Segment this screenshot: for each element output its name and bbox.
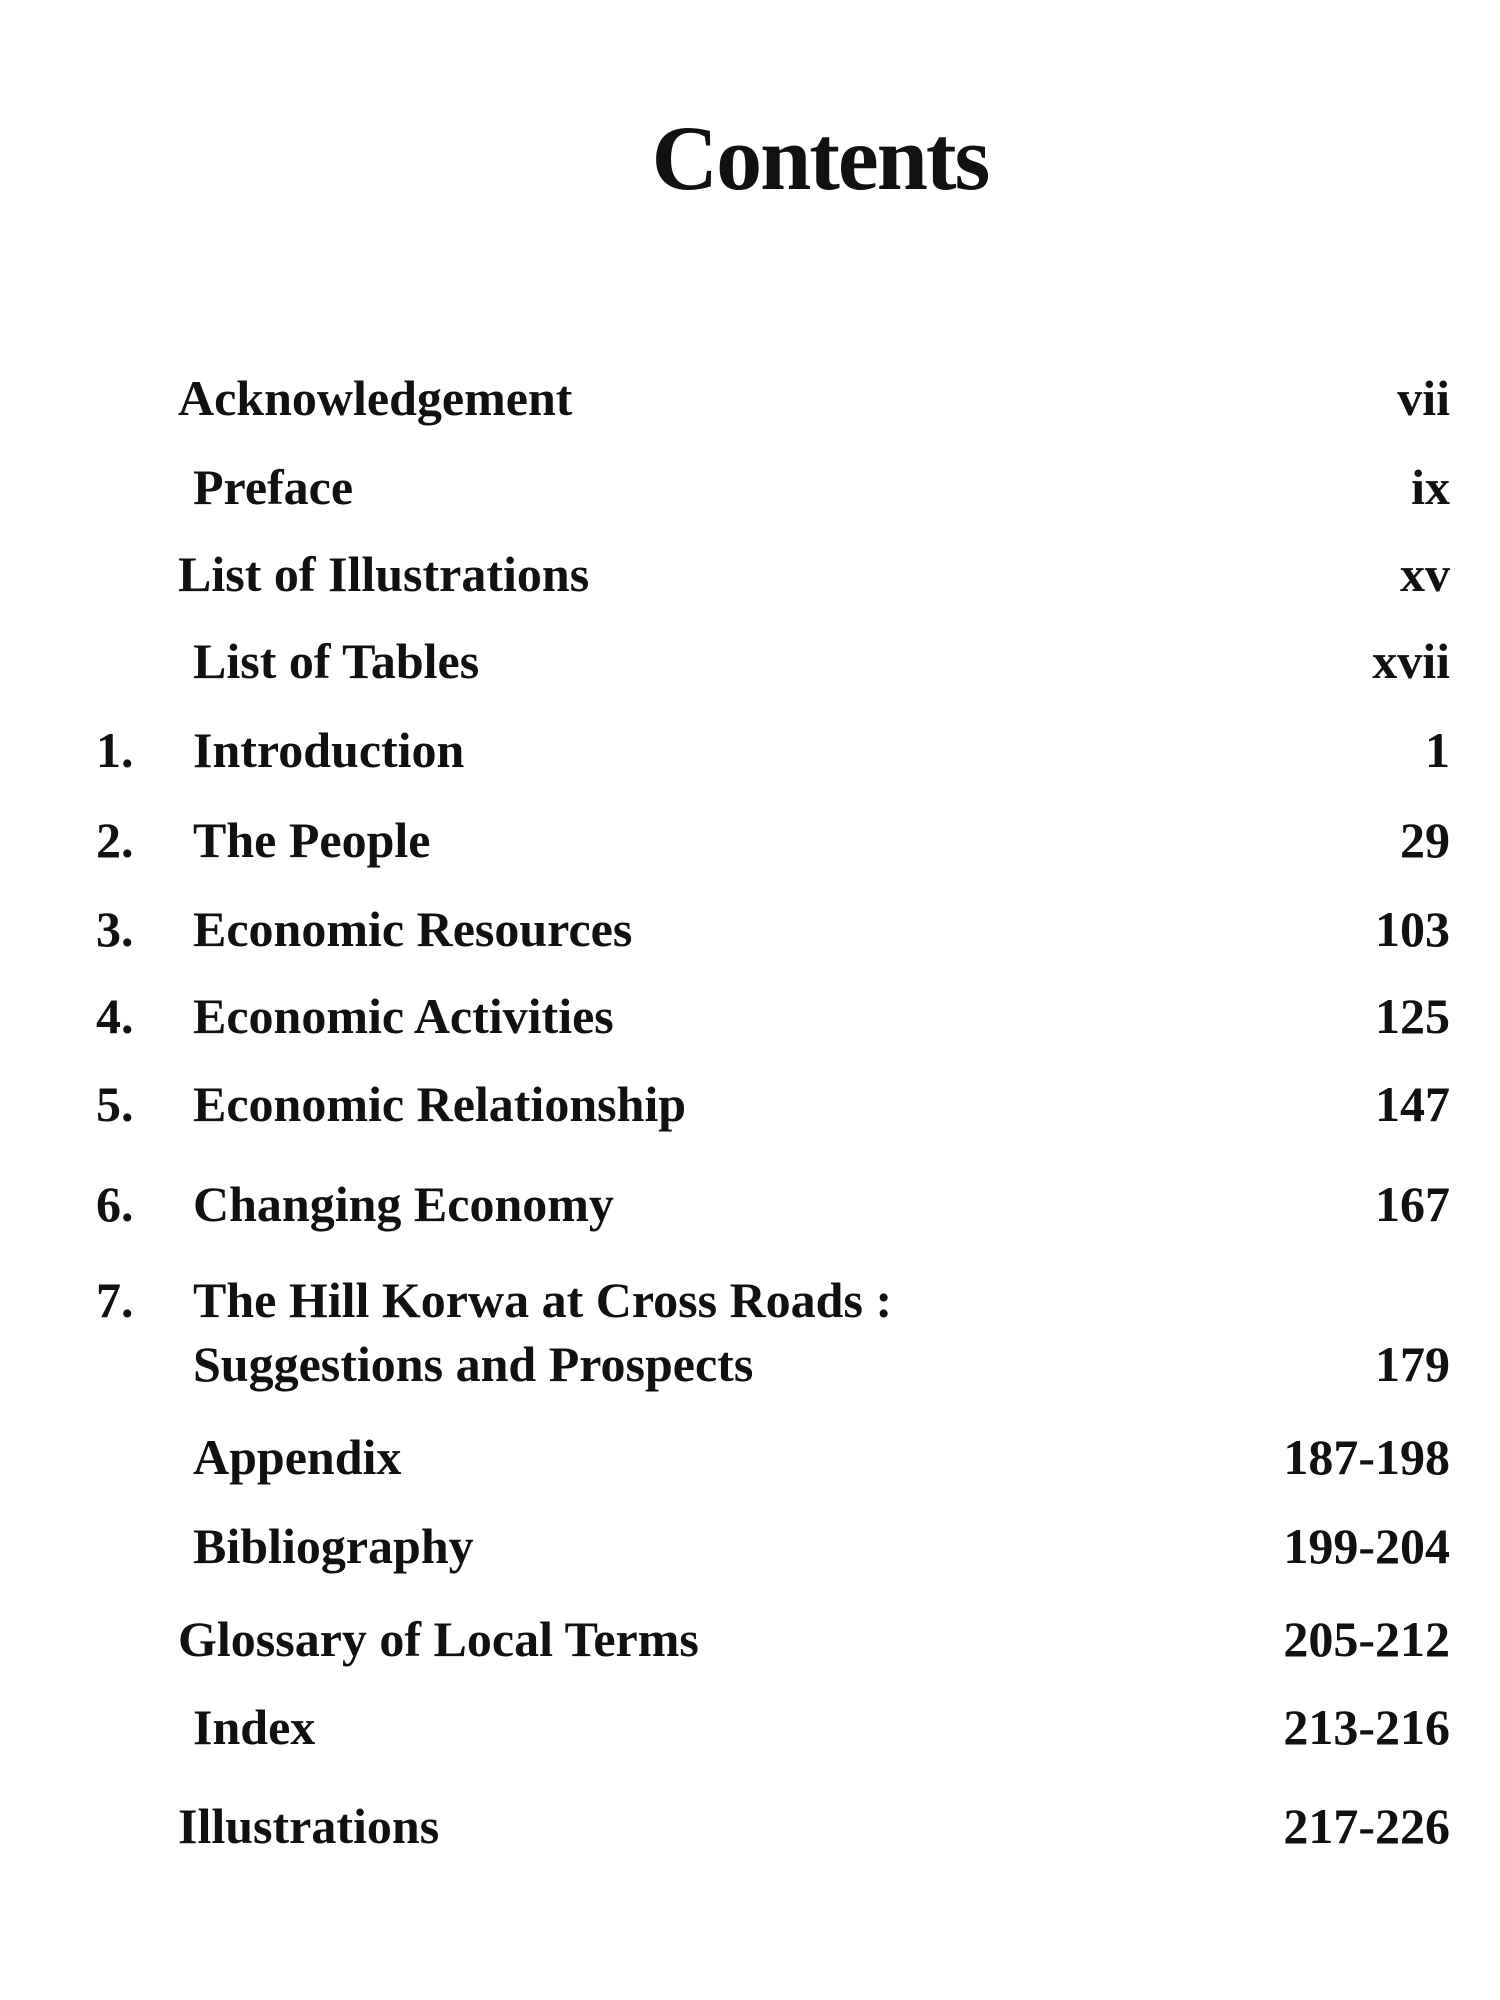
toc-entry-page: vii <box>1397 370 1450 426</box>
toc-entry-label: Glossary of Local Terms <box>178 1611 699 1667</box>
toc-entry-page: 103 <box>1375 901 1450 957</box>
toc-entry-label: Economic Relationship <box>193 1076 687 1132</box>
toc-entry-page: 147 <box>1375 1076 1450 1132</box>
toc-entry-label: Preface <box>193 459 354 515</box>
toc-entry-page: 199-204 <box>1283 1518 1450 1574</box>
toc-entry-label: Acknowledgement <box>178 370 573 426</box>
toc-entry-page: 187-198 <box>1283 1429 1450 1485</box>
toc-entry-page: 179 <box>1375 1336 1450 1392</box>
toc-entry-label: Index <box>193 1699 316 1755</box>
toc-entry-page: xvii <box>1372 633 1450 689</box>
toc-entry-label: List of Tables <box>193 633 480 689</box>
toc-entry-page: 29 <box>1400 812 1450 868</box>
toc-entry-label: Economic Activities <box>193 988 614 1044</box>
toc-entry-number: 5. <box>96 1076 134 1132</box>
toc-entry-label: Changing Economy <box>193 1176 614 1232</box>
toc-entry-label-continued: Suggestions and Prospects <box>193 1336 754 1392</box>
toc-entry-page: 1 <box>1425 722 1450 778</box>
toc-entry-page: 167 <box>1375 1176 1450 1232</box>
toc-entry-label: Illustrations <box>178 1798 440 1854</box>
toc-entry-label: Bibliography <box>193 1518 474 1574</box>
toc-entry-number: 1. <box>96 722 134 778</box>
toc-entry-page: xv <box>1400 546 1450 602</box>
toc-entry-label: The Hill Korwa at Cross Roads : <box>193 1272 893 1328</box>
page-title: Contents <box>651 107 989 209</box>
toc-entry-page: 125 <box>1375 988 1450 1044</box>
toc-entry-label: The People <box>193 812 431 868</box>
toc-entry-label: Introduction <box>193 722 465 778</box>
toc-entry-number: 2. <box>96 812 134 868</box>
toc-entry-number: 3. <box>96 901 134 957</box>
toc-entry-label: Appendix <box>193 1429 402 1485</box>
toc-entry-label: List of Illustrations <box>178 546 590 602</box>
toc-entry-number: 6. <box>96 1176 134 1232</box>
toc-entry-label: Economic Resources <box>193 901 633 957</box>
toc-entry-page: 213-216 <box>1283 1699 1450 1755</box>
toc-entry-number: 4. <box>96 988 134 1044</box>
toc-entry-page: ix <box>1411 459 1450 515</box>
toc-entry-page: 205-212 <box>1283 1611 1450 1667</box>
toc-entry-page: 217-226 <box>1283 1798 1450 1854</box>
toc-entry-number: 7. <box>96 1272 134 1328</box>
